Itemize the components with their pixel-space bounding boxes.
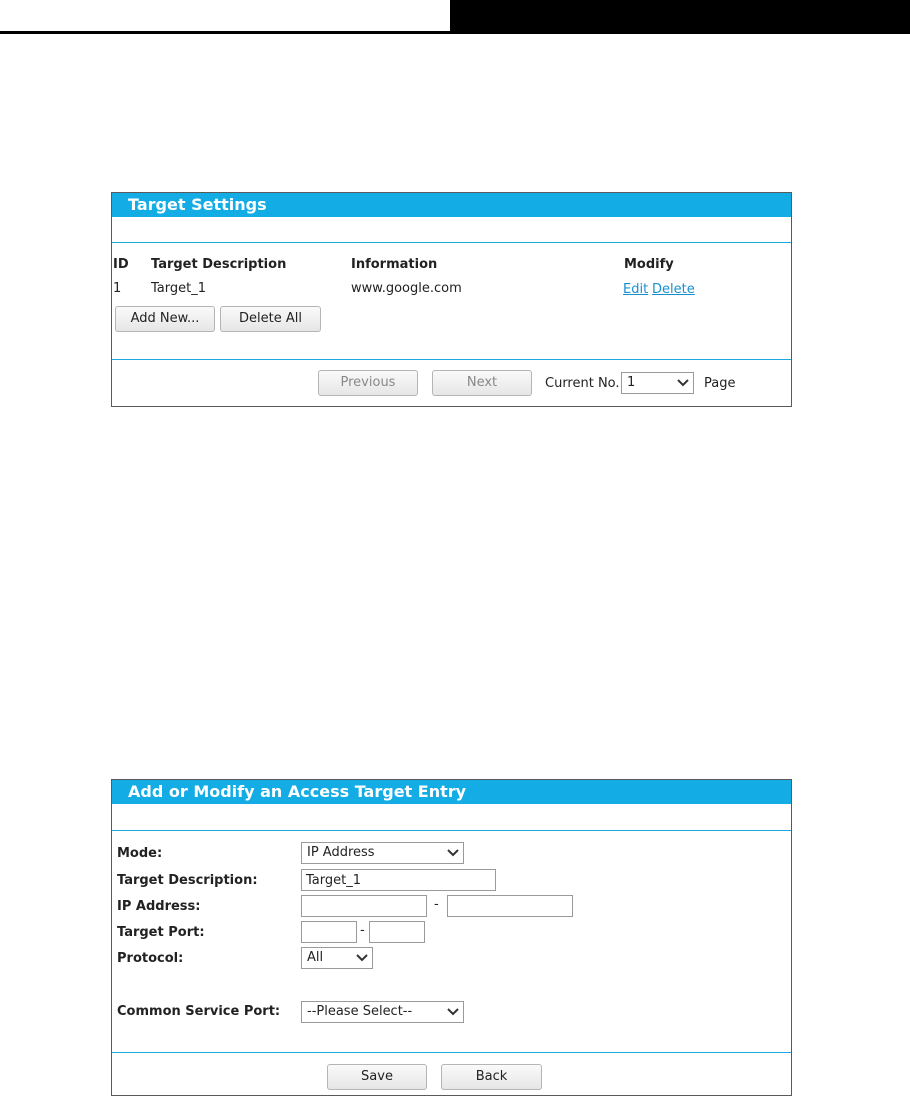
protocol-select-value: All <box>307 950 324 965</box>
divider <box>112 359 791 360</box>
divider <box>112 1052 791 1053</box>
edit-link[interactable]: Edit <box>623 282 649 297</box>
protocol-label: Protocol: <box>117 951 184 966</box>
panel-title: Add or Modify an Access Target Entry <box>112 780 791 804</box>
target-description-label: Target Description: <box>117 873 258 888</box>
column-header-id: ID <box>113 257 129 272</box>
header-rule <box>0 31 450 34</box>
divider <box>112 242 791 243</box>
mode-select-value: IP Address <box>307 845 375 860</box>
chevron-down-icon <box>444 844 462 862</box>
column-header-description: Target Description <box>151 257 287 272</box>
page-select-value: 1 <box>627 375 636 390</box>
target-port-label: Target Port: <box>117 925 205 940</box>
column-header-information: Information <box>351 257 438 272</box>
delete-link[interactable]: Delete <box>652 282 695 297</box>
ip-range-separator: - <box>434 897 439 912</box>
common-service-port-value: --Please Select-- <box>307 1004 413 1019</box>
chevron-down-icon <box>444 1003 462 1021</box>
save-button[interactable]: Save <box>327 1064 427 1090</box>
row-description: Target_1 <box>151 281 206 296</box>
row-id: 1 <box>113 281 122 296</box>
target-port-start-input[interactable] <box>301 921 357 943</box>
common-service-port-label: Common Service Port: <box>117 1004 281 1019</box>
mode-label: Mode: <box>117 846 163 861</box>
ip-address-label: IP Address: <box>117 899 201 914</box>
add-new-button[interactable]: Add New... <box>115 306 215 332</box>
port-range-separator: - <box>360 923 365 938</box>
panel-title: Target Settings <box>112 193 791 217</box>
divider <box>112 830 791 831</box>
chevron-down-icon <box>353 949 371 967</box>
target-settings-panel <box>111 192 792 407</box>
page-select[interactable] <box>621 372 694 394</box>
delete-all-button[interactable]: Delete All <box>220 306 321 332</box>
current-no-label: Current No. <box>545 376 620 391</box>
row-information: www.google.com <box>351 281 462 296</box>
previous-button[interactable]: Previous <box>318 370 418 396</box>
protocol-select[interactable] <box>301 947 373 969</box>
ip-address-end-input[interactable] <box>447 895 573 917</box>
back-button[interactable]: Back <box>441 1064 542 1090</box>
common-service-port-select[interactable] <box>301 1001 464 1023</box>
chevron-down-icon <box>674 374 692 392</box>
header-bar <box>450 0 910 34</box>
column-header-modify: Modify <box>624 257 674 272</box>
ip-address-start-input[interactable] <box>301 895 427 917</box>
next-button[interactable]: Next <box>432 370 532 396</box>
page-label: Page <box>704 376 736 391</box>
target-description-input[interactable] <box>301 869 496 891</box>
mode-select[interactable] <box>301 842 464 864</box>
target-port-end-input[interactable] <box>369 921 425 943</box>
entry-form-panel <box>111 779 792 1096</box>
